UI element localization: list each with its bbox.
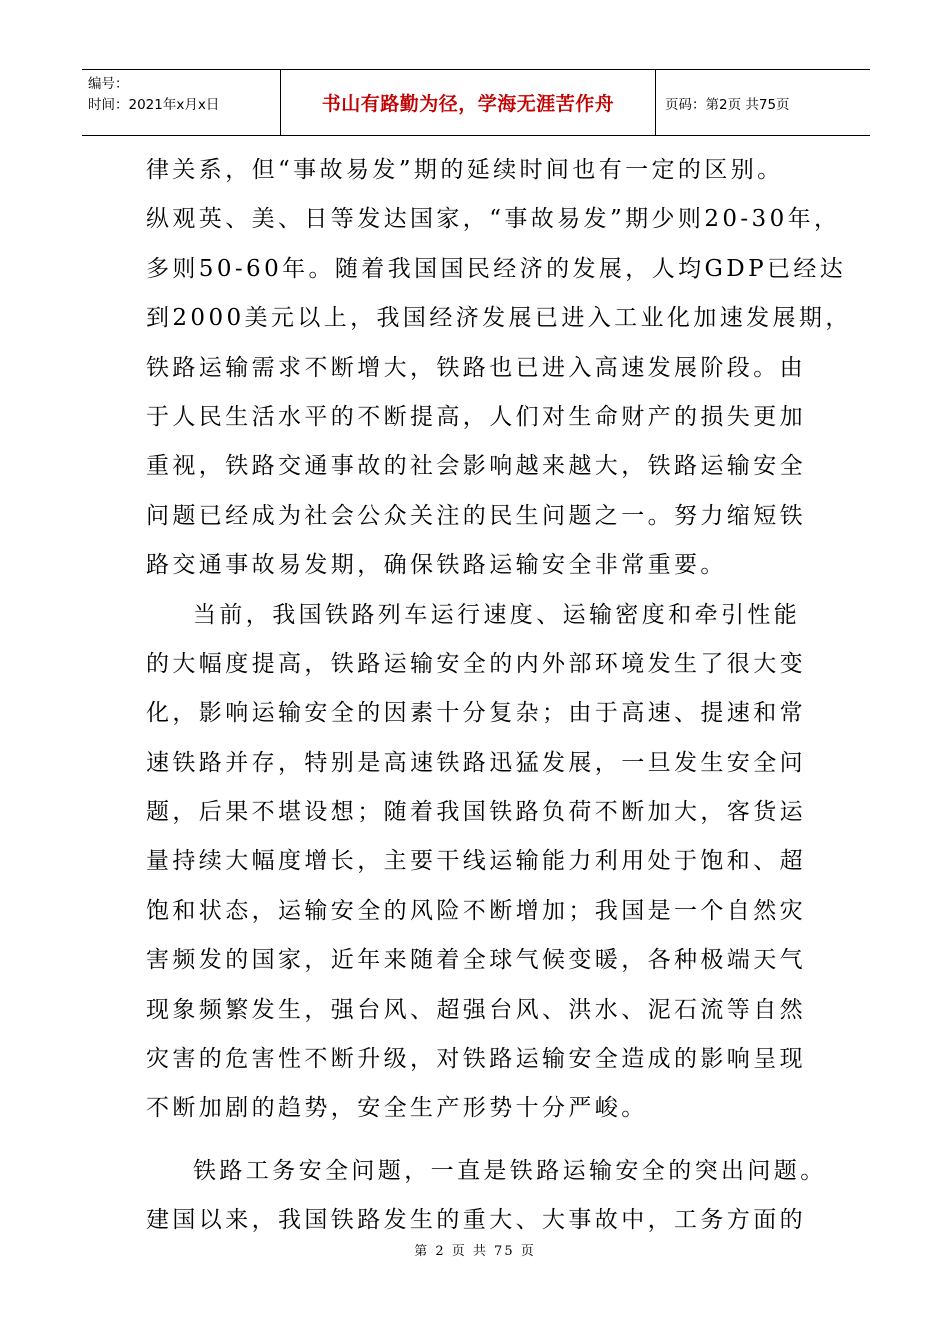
body-line: 的大幅度提高，铁路运输安全的内外部环境发生了很大变 — [146, 650, 806, 677]
body-line: 灾害的危害性不断升级，对铁路运输安全造成的影响呈现 — [146, 1046, 806, 1073]
body-line: 铁路运输需求不断增大，铁路也已进入高速发展阶段。由 — [146, 354, 806, 381]
body-line: 速铁路并存，特别是高速铁路迅猛发展，一旦发生安全问 — [146, 749, 806, 776]
header-page-info: 页码：第2页 共75页 — [665, 96, 790, 113]
body-line: 纵观英、美、日等发达国家，“事故易发”期少则20-30年， — [146, 206, 841, 233]
body-line: 不断加剧的趋势，安全生产形势十分严峻。 — [146, 1095, 648, 1122]
body-line: 到2000美元以上，我国经济发展已进入工业化加速发展期， — [146, 305, 852, 332]
body-line: 化，影响运输安全的因素十分复杂；由于高速、提速和常 — [146, 700, 806, 727]
body-line: 于人民生活水平的不断提高，人们对生命财产的损失更加 — [146, 403, 806, 430]
document-number-label: 编号： — [88, 76, 129, 92]
body-line: 问题已经成为社会公众关注的民生问题之一。努力缩短铁 — [146, 502, 806, 529]
body-line: 当前，我国铁路列车运行速度、运输密度和牵引性能 — [193, 601, 801, 628]
body-line: 害频发的国家，近年来随着全球气候变暖，各种极端天气 — [146, 947, 806, 974]
body-line: 量持续大幅度增长，主要干线运输能力利用处于饱和、超 — [146, 848, 806, 875]
page-footer: 第 2 页 共 75 页 — [414, 1244, 536, 1259]
body-line: 现象频繁发生，强台风、超强台风、洪水、泥石流等自然 — [146, 996, 806, 1023]
body-line: 路交通事故易发期，确保铁路运输安全非常重要。 — [146, 552, 727, 579]
body-line: 多则50-60年。随着我国国民经济的发展，人均GDP已经达 — [146, 255, 847, 282]
body-line: 题，后果不堪设想；随着我国铁路负荷不断加大，客货运 — [146, 799, 806, 826]
header-meta-cell — [82, 70, 281, 135]
body-line: 建国以来，我国铁路发生的重大、大事故中，工务方面的 — [146, 1207, 806, 1234]
body-line: 饱和状态，运输安全的风险不断增加；我国是一个自然灾 — [146, 897, 806, 924]
header-motto: 书山有路勤为径，学海无涯苦作舟 — [281, 70, 656, 135]
document-body — [146, 146, 852, 1246]
body-line: 重视，铁路交通事故的社会影响越来越大，铁路运输安全 — [146, 453, 806, 480]
document-date-label: 时间：2021年x月x日 — [88, 97, 220, 113]
body-line: 律关系，但“事故易发”期的延续时间也有一定的区别。 — [146, 157, 784, 183]
page-header — [82, 69, 870, 136]
body-line: 铁路工务安全问题，一直是铁路运输安全的突出问题。 — [193, 1157, 827, 1184]
